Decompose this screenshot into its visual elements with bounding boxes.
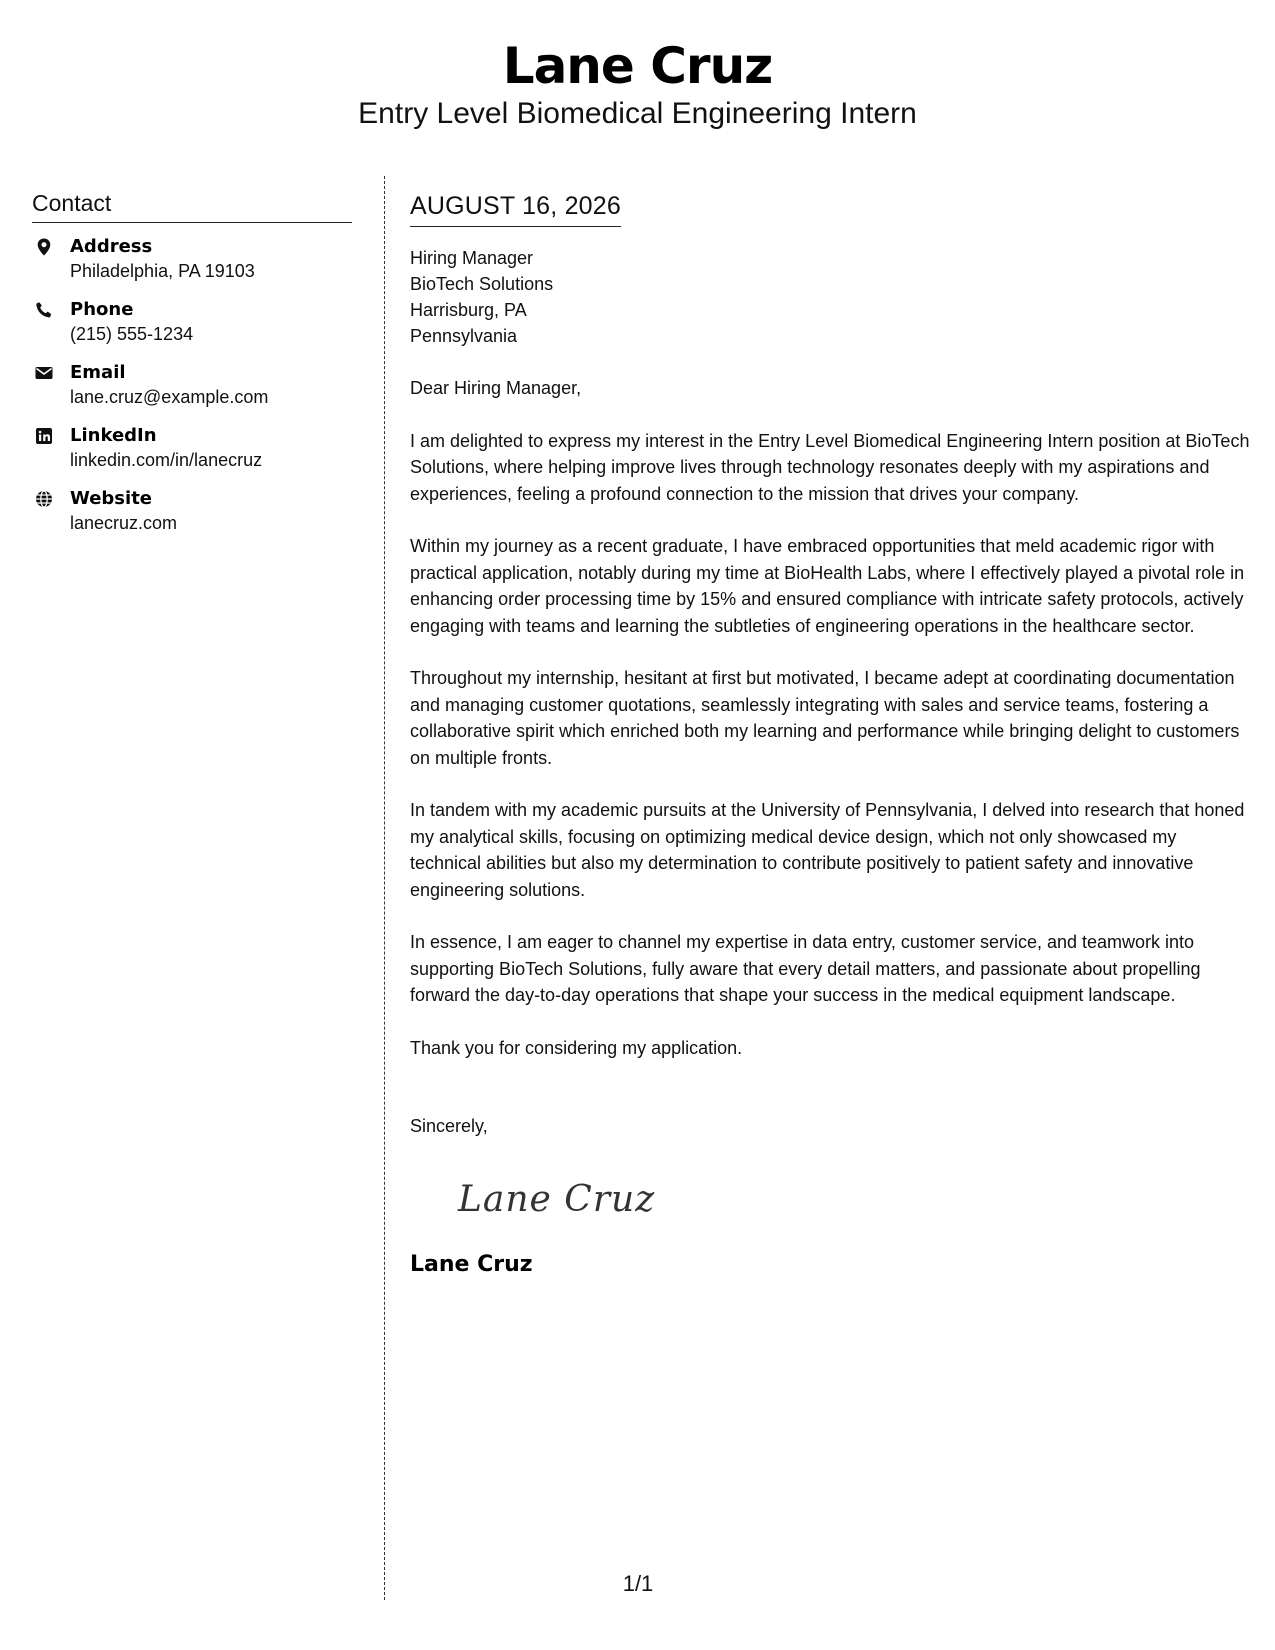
contact-item-phone bbox=[32, 298, 352, 361]
contact-label: LinkedIn bbox=[70, 425, 157, 446]
recipient-line: Pennsylvania bbox=[410, 326, 518, 346]
globe-icon bbox=[34, 489, 54, 509]
body-paragraph: Within my journey as a recent graduate, I have embraced opportunities that meld academic rigor with practical application, notably during my time at BioHealth Labs, where I effectively played a pivotal role in enhancing order processing time by 15% and ensured compliance with intricate safety protocols, actively engaging with teams and learning the subtleties of engineering operations in the healthcare sector. bbox=[410, 536, 1245, 636]
phone-icon bbox=[34, 300, 54, 320]
body-paragraph: In essence, I am eager to channel my expertise in data entry, customer service, and teamwork into supporting BioTech Solutions, fully aware that every detail matters, and passionate about propelling forward the day-to-day operations that shape your success in the medical equipment landscape. bbox=[410, 932, 1201, 1005]
linkedin-value[interactable]: linkedin.com/in/lanecruz bbox=[70, 450, 263, 470]
contact-heading: Contact bbox=[32, 188, 352, 223]
website-value[interactable]: lanecruz.com bbox=[70, 513, 178, 533]
column-divider bbox=[384, 176, 385, 1600]
linkedin-icon bbox=[34, 426, 54, 446]
contact-sidebar bbox=[32, 188, 352, 550]
contact-label: Email bbox=[70, 362, 126, 383]
contact-item-email bbox=[32, 361, 352, 424]
applicant-name: Lane Cruz bbox=[502, 37, 773, 95]
address-value: Philadelphia, PA 19103 bbox=[70, 261, 255, 281]
contact-item-linkedin bbox=[32, 424, 352, 487]
contact-label: Phone bbox=[70, 299, 134, 320]
body-paragraph: In tandem with my academic pursuits at the University of Pennsylvania, I delved into research that honed my analytical skills, focusing on optimizing medical device design, which not only showcased my technical abilities but also my determination to contribute positively to patient safety and innovative engineering solutions. bbox=[410, 800, 1245, 900]
handwritten-signature: Lane Cruz bbox=[458, 1178, 656, 1220]
signoff: Sincerely, bbox=[410, 1116, 488, 1136]
signed-name: Lane Cruz bbox=[410, 1251, 533, 1277]
job-title: Entry Level Biomedical Engineering Intern bbox=[358, 97, 917, 130]
page-number: 1/1 bbox=[622, 1571, 654, 1596]
salutation: Dear Hiring Manager, bbox=[410, 378, 582, 398]
letter-date: AUGUST 16, 2026 bbox=[410, 190, 621, 227]
header bbox=[0, 30, 1275, 134]
map-pin-icon bbox=[34, 237, 54, 257]
recipient-block bbox=[410, 245, 1250, 349]
contact-label: Address bbox=[70, 236, 153, 257]
phone-value[interactable]: (215) 555-1234 bbox=[70, 324, 194, 344]
contact-list bbox=[32, 235, 352, 550]
letter-body bbox=[410, 190, 1250, 1280]
closing-line: Thank you for considering my application. bbox=[410, 1037, 743, 1058]
contact-label: Website bbox=[70, 488, 153, 509]
email-value[interactable]: lane.cruz@example.com bbox=[70, 387, 269, 407]
recipient-line: Hiring Manager bbox=[410, 248, 534, 268]
contact-item-address bbox=[32, 235, 352, 298]
body-paragraph: I am delighted to express my interest in the Entry Level Biomedical Engineering Intern position at BioTech Solutions, where helping improve lives through technology resonates deeply with my aspirations and experiences, feeling a profound connection to the mission that drives your company. bbox=[410, 430, 1250, 504]
contact-item-website bbox=[32, 487, 352, 550]
recipient-line: Harrisburg, PA bbox=[410, 300, 527, 320]
envelope-icon bbox=[34, 363, 54, 383]
body-paragraph: Throughout my internship, hesitant at first but motivated, I became adept at coordinating documentation and managing customer quotations, seamlessly integrating with sales and service teams, fostering a collaborative spirit which enriched both my learning and performance while bringing delight to customers on multiple fronts. bbox=[410, 668, 1240, 768]
recipient-line: BioTech Solutions bbox=[410, 274, 554, 294]
